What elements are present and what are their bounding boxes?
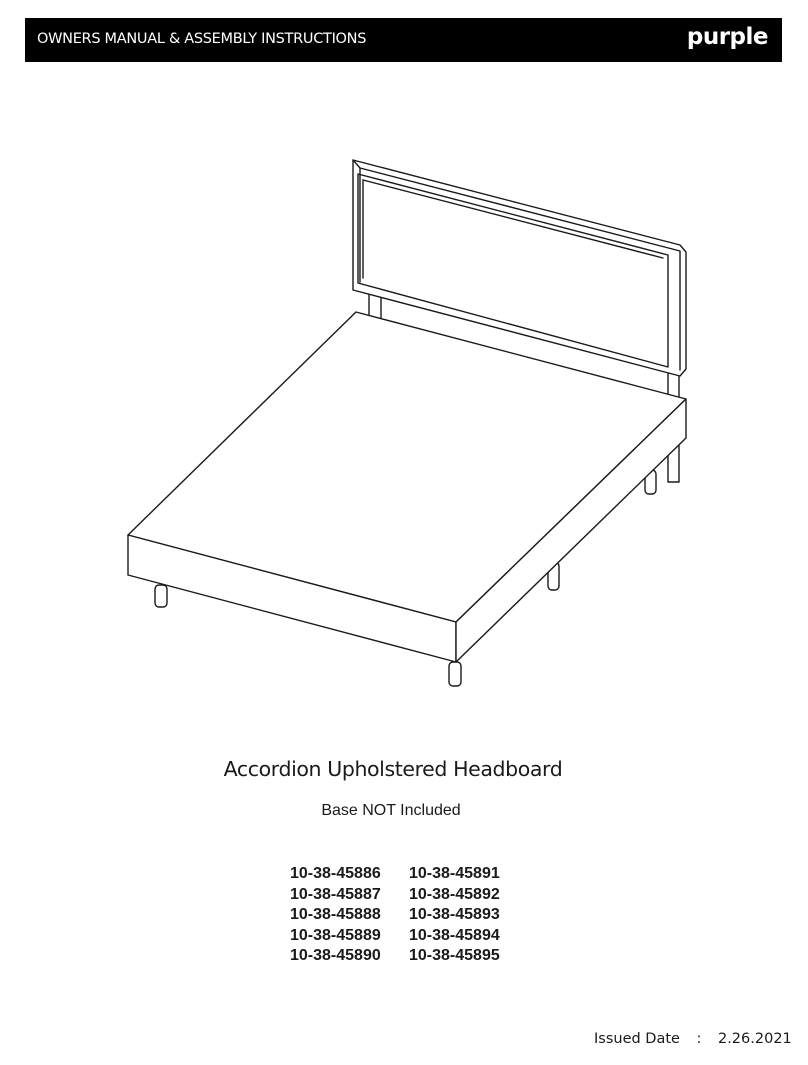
issued-date-separator: : bbox=[696, 1031, 702, 1047]
product-subtitle: Base NOT Included bbox=[321, 802, 461, 819]
issued-date-value: 2.26.2021 bbox=[717, 1031, 792, 1047]
sku-item: 10-38-45888 bbox=[290, 906, 381, 923]
sku-item: 10-38-45891 bbox=[409, 865, 500, 882]
issued-date bbox=[594, 1031, 792, 1047]
sku-item: 10-38-45886 bbox=[290, 865, 381, 882]
sku-item: 10-38-45893 bbox=[409, 906, 500, 923]
sku-item: 10-38-45887 bbox=[290, 885, 381, 903]
manual-title: OWNERS MANUAL & ASSEMBLY INSTRUCTIONS bbox=[37, 31, 367, 47]
sku-item: 10-38-45889 bbox=[290, 926, 381, 944]
sku-item: 10-38-45892 bbox=[409, 885, 500, 903]
leg-front-left bbox=[155, 585, 167, 607]
sku-list bbox=[290, 864, 519, 966]
issued-date-label: Issued Date bbox=[594, 1031, 680, 1047]
product-title: Accordion Upholstered Headboard bbox=[223, 757, 563, 781]
sku-item: 10-38-45895 bbox=[409, 947, 500, 964]
sku-item: 10-38-45894 bbox=[409, 926, 500, 944]
leg-front-right bbox=[449, 662, 461, 686]
brand-logo: purple bbox=[686, 24, 768, 50]
sku-item: 10-38-45890 bbox=[290, 947, 381, 964]
